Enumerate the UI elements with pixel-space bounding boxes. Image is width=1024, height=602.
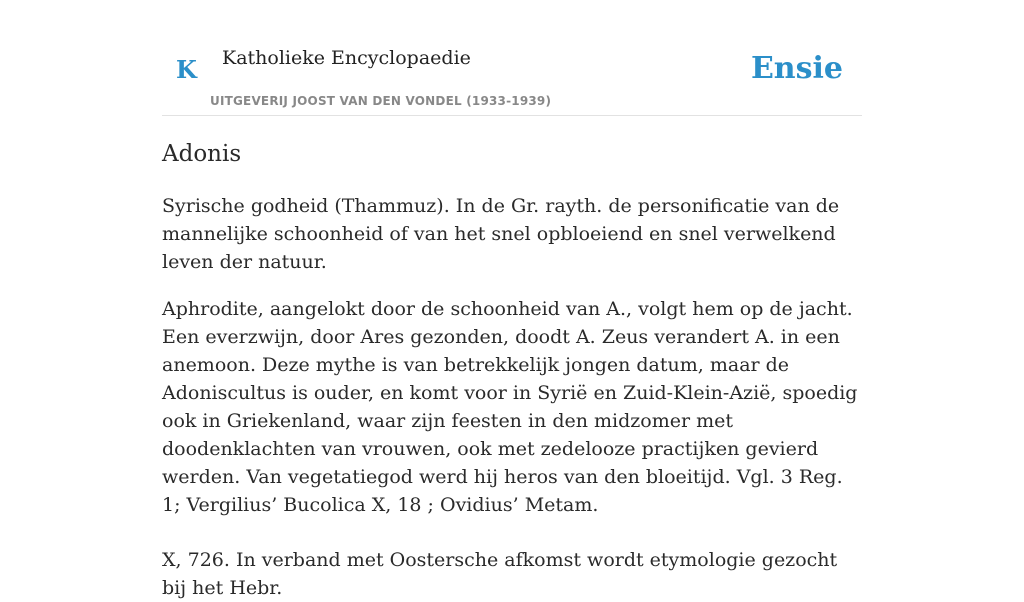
encyclopedia-title[interactable]: Katholieke Encyclopaedie [222, 47, 471, 69]
publisher-subtitle: UITGEVERIJ JOOST VAN DEN VONDEL (1933-1939) [210, 94, 552, 108]
encyclopedia-logo-k[interactable]: K [176, 55, 197, 84]
article-paragraph-2: Aphrodite, aangelokt door de schoonheid van A., volgt hem op de jacht. Een everzwijn, door Ares gezonden, doodt A. Zeus verandert A. in een anemoon. Deze mythe is van betrekkelijk jongen datum, maar de Adoniscultus is ouder, en komt voor in Syrië en Zuid-Klein-Azië, spoedig ook in Griekenland, waar zijn feesten in den midzomer met doodenklachten van vrouwen, ook met zedelooze practijken gevierd werden. Van vegetatiegod werd hij heros van den bloeitijd. Vgl. 3 Reg. 1; Vergilius’ Bucolica X, 18 ; Ovidius’ Metam. [162, 298, 858, 516]
article-title: Adonis [162, 141, 242, 167]
site-header [162, 0, 862, 116]
article-paragraph-1: Syrische godheid (Thammuz). In de Gr. rayth. de personificatie van de mannelijke schoonheid of van het snel opbloeiend en snel verwelkend leven der natuur. [162, 195, 840, 273]
article-paragraph-3: X, 726. In verband met Oostersche afkomst wordt etymologie gezocht bij het Hebr. [162, 549, 838, 599]
article [162, 136, 862, 602]
ensie-logo[interactable]: Ensie [750, 51, 843, 86]
